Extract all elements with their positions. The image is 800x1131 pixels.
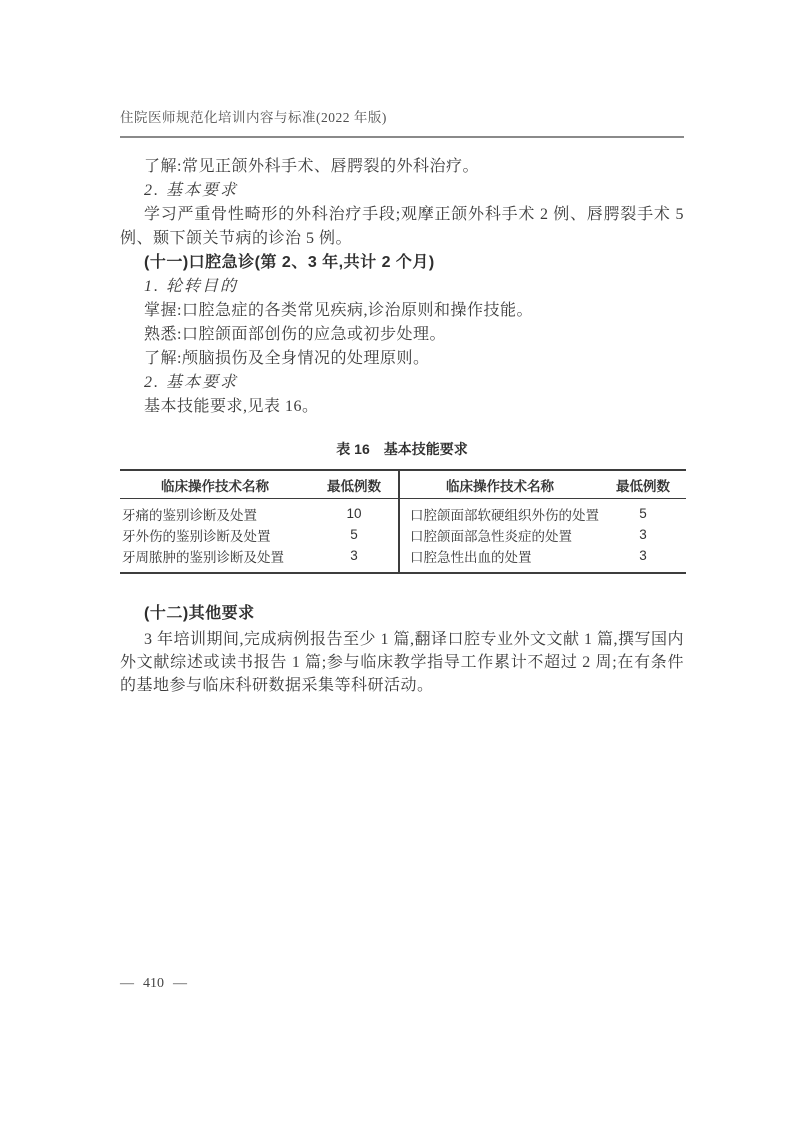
min-cases-cell: 3 bbox=[639, 548, 647, 563]
footer-dash-left: — bbox=[120, 976, 134, 991]
technique-name-cell: 牙周脓肿的鉴别诊断及处置 bbox=[122, 549, 284, 565]
section-heading: (十一)口腔急诊(第 2、3 年,共计 2 个月) bbox=[144, 254, 435, 271]
paragraph: 2. 基本要求 bbox=[144, 374, 239, 391]
paragraph: 了解:常见正颌外科手术、唇腭裂的外科治疗。 bbox=[144, 158, 479, 175]
technique-name-cell: 口腔急性出血的处置 bbox=[399, 545, 600, 573]
table-header-cell: 最低例数 bbox=[310, 470, 399, 499]
technique-name-cell: 口腔颌面部急性炎症的处置 bbox=[399, 524, 600, 545]
table-caption: 表 16 基本技能要求 bbox=[336, 441, 468, 457]
section-12-heading: (十二)其他要求 bbox=[144, 605, 255, 622]
table-header-cell: 最低例数 bbox=[600, 470, 686, 499]
section-12 bbox=[120, 602, 684, 697]
table-row bbox=[120, 545, 686, 573]
paragraph: 学习严重骨性畸形的外科治疗手段;观摩正颌外科手术 2 例、唇腭裂手术 5 例、颞下颌关节病的诊治 5 例。 bbox=[120, 206, 684, 247]
min-cases-cell: 5 bbox=[639, 506, 647, 521]
section-12-paragraph: 3 年培训期间,完成病例报告至少 1 篇,翻译口腔专业外文文献 1 篇,撰写国内外文献综述或读书报告 1 篇;参与临床教学指导工作累计不超过 2 周;在有条件的基地参与临床科研数据采集等科研活动。 bbox=[120, 631, 685, 694]
footer-dash-right: — bbox=[173, 976, 187, 991]
content-paragraphs bbox=[120, 155, 684, 419]
technique-name-cell: 牙外伤的鉴别诊断及处置 bbox=[122, 528, 271, 544]
min-cases-cell: 10 bbox=[346, 506, 362, 521]
min-cases-cell: 3 bbox=[639, 527, 647, 542]
table-header-row bbox=[120, 470, 686, 499]
paragraph: 熟悉:口腔颌面部创伤的应急或初步处理。 bbox=[144, 326, 446, 343]
table-row bbox=[120, 524, 686, 545]
paragraph: 基本技能要求,见表 16。 bbox=[144, 398, 319, 415]
min-cases-cell: 3 bbox=[350, 548, 358, 563]
table-row bbox=[120, 499, 686, 525]
paragraph: 掌握:口腔急症的各类常见疾病,诊治原则和操作技能。 bbox=[144, 302, 533, 319]
page-footer bbox=[120, 976, 187, 992]
page-content bbox=[120, 110, 684, 697]
technique-name-cell: 牙痛的鉴别诊断及处置 bbox=[122, 507, 257, 523]
paragraph: 1. 轮转目的 bbox=[144, 278, 239, 295]
table-head bbox=[120, 470, 686, 499]
table-header-cell: 临床操作技术名称 bbox=[120, 470, 310, 499]
page-number: 410 bbox=[143, 976, 164, 991]
table-body bbox=[120, 499, 686, 574]
paragraph: 2. 基本要求 bbox=[144, 182, 239, 199]
running-header-title: 住院医师规范化培训内容与标准(2022 年版) bbox=[120, 110, 684, 138]
technique-name-cell: 口腔颌面部软硬组织外伤的处置 bbox=[399, 499, 600, 525]
paragraph: 了解:颅脑损伤及全身情况的处理原则。 bbox=[144, 350, 430, 367]
min-cases-cell: 5 bbox=[350, 527, 358, 542]
table-header-cell: 临床操作技术名称 bbox=[399, 470, 600, 499]
skills-table bbox=[120, 469, 686, 574]
